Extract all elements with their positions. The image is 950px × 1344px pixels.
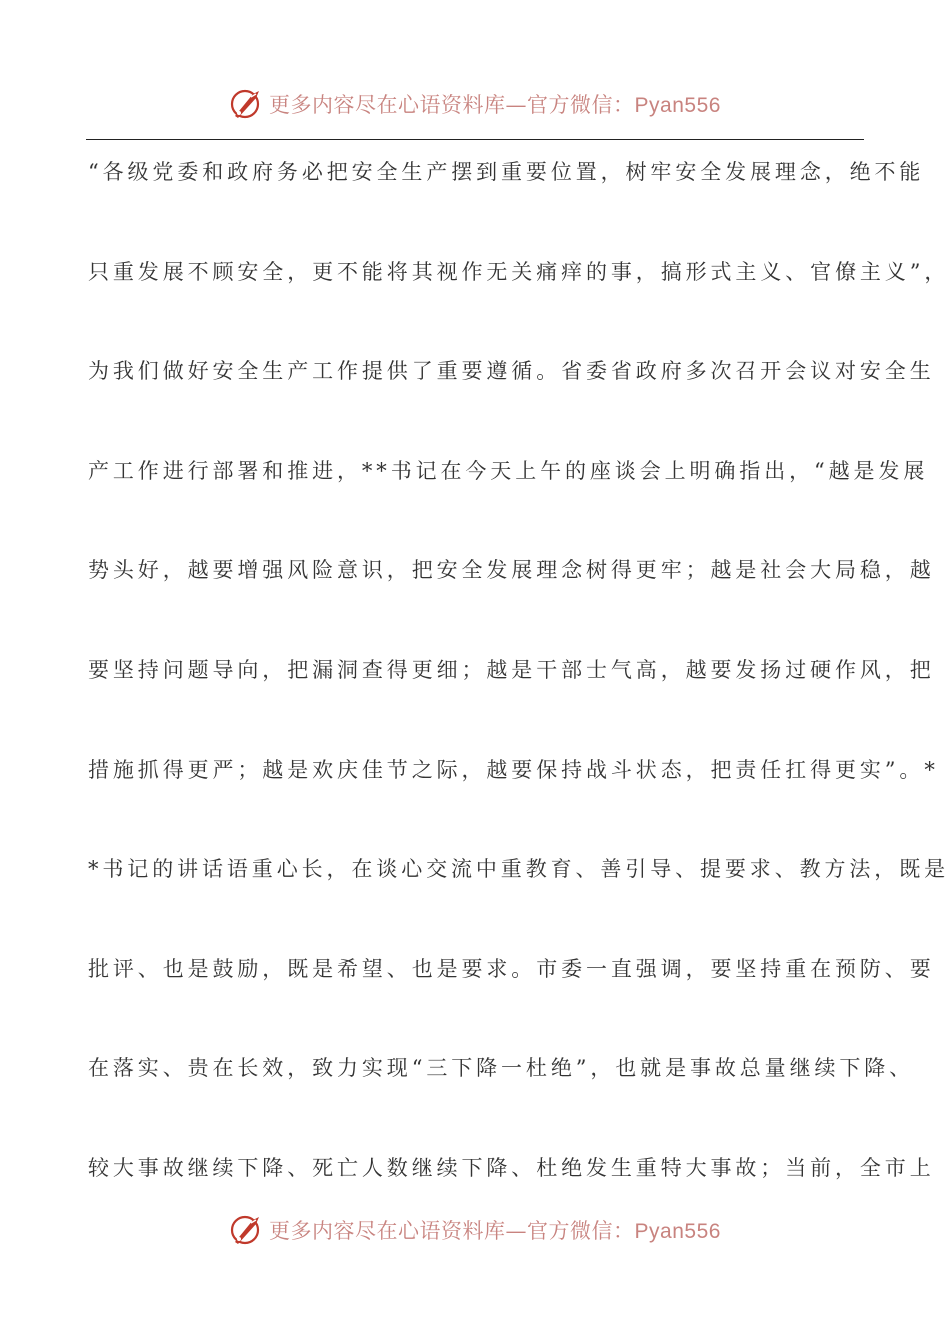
document-body [88,142,950,1238]
body-line: 为我们做好安全生产工作提供了重要遵循。省委省政府多次召开会议对安全生 [88,359,935,384]
body-line: “各级党委和政府务必把安全生产摆到重要位置，树牢安全发展理念，绝不能 [88,160,925,184]
pen-nib-logo-icon [229,1212,265,1248]
body-line: 较大事故继续下降、死亡人数继续下降、杜绝发生重特大事故；当前，全市上 [88,1155,935,1180]
body-line: 批评、也是鼓励，既是希望、也是要求。市委一直强调，要坚持重在预防、要 [88,956,935,981]
body-line: 势头好，越要增强风险意识，把安全发展理念树得更牢；越是社会大局稳，越 [88,558,935,583]
footer-watermark [0,1210,950,1250]
watermark-text: 更多内容尽在心语资料库—官方微信：Pyan556 [269,1219,721,1243]
body-line: 只重发展不顾安全，更不能将其视作无关痛痒的事，搞形式主义、官僚主义”， [88,259,950,284]
body-line: 措施抓得更严；越是欢庆佳节之际，越要保持战斗状态，把责任扛得更实”。* [88,757,939,782]
header-watermark [0,84,950,124]
body-line: 要坚持问题导向，把漏洞查得更细；越是干部士气高，越要发扬过硬作风，把 [88,657,935,682]
header-divider [86,139,864,140]
pen-nib-logo-icon [229,86,265,122]
body-line: 产工作进行部署和推进，**书记在今天上午的座谈会上明确指出，“越是发展 [88,458,929,483]
body-line: *书记的讲话语重心长，在谈心交流中重教育、善引导、提要求、教方法，既是 [88,857,949,882]
watermark-text: 更多内容尽在心语资料库—官方微信：Pyan556 [269,93,721,117]
body-line: 在落实、贵在长效，致力实现“三下降一杜绝”，也就是事故总量继续下降、 [88,1056,915,1081]
